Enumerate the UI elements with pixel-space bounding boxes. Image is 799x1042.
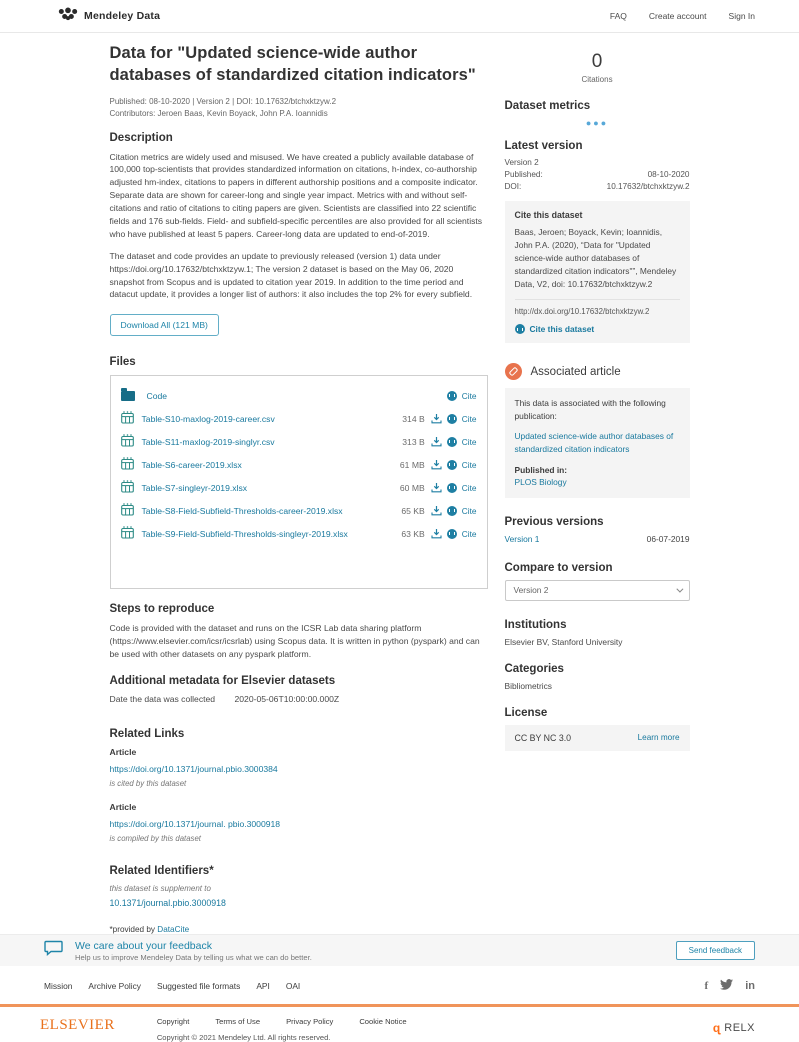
file-size: 60 MB	[399, 482, 425, 493]
brand-name: Mendeley Data	[84, 10, 161, 22]
social-links	[705, 977, 755, 995]
datacite-link[interactable]: DataCite	[157, 925, 190, 934]
cite-icon[interactable]	[447, 483, 457, 493]
associated-article-title: Associated article	[530, 365, 621, 378]
institutions-heading: Institutions	[504, 618, 567, 631]
doi-row	[505, 182, 690, 191]
published-label: Published:	[504, 170, 543, 179]
related-link-relation: is compiled by this dataset	[109, 834, 201, 843]
compare-selected-value: Version 2	[513, 585, 549, 596]
categories-value: Bibliometrics	[504, 680, 552, 691]
mendeley-logo[interactable]	[58, 7, 160, 26]
spreadsheet-icon	[121, 457, 134, 472]
download-icon[interactable]	[431, 505, 442, 516]
citation-text: Baas, Jeroen; Boyack, Kevin; Ioannidis, John P.A. (2020), “Data for "Updated science-wide author databases of standardized citation indicators"”, Mendeley Data, V2, doi: 10.17632/btchxktzyw.2	[514, 227, 677, 290]
doi-label: DOI:	[504, 182, 522, 191]
download-icon[interactable]	[431, 436, 442, 447]
related-link-type: Article	[109, 747, 137, 757]
related-link-item	[110, 747, 488, 788]
footer-nav	[44, 981, 300, 991]
download-icon[interactable]	[431, 482, 442, 493]
institutions-value: Elsevier BV, Stanford University	[504, 636, 623, 647]
footer-cookie-link[interactable]: Cookie Notice	[359, 1017, 407, 1026]
steps-text: Code is provided with the dataset and runs on the ICSR Lab data sharing platform (https://www.elsevier.com/icsr/icsrlab) using Scopus data. It is written in python (pyspark) and can be used with other datasets on any pyspark platform.	[109, 623, 480, 660]
relx-icon: ɋ	[712, 1021, 721, 1035]
associated-intro: This data is associated with the following publication:	[514, 398, 666, 421]
previous-versions-heading: Previous versions	[504, 515, 604, 528]
download-icon[interactable]	[431, 459, 442, 470]
cite-this-dataset-label[interactable]: Cite this dataset	[529, 324, 595, 335]
files-heading: Files	[109, 356, 136, 369]
cite-icon[interactable]	[447, 437, 457, 447]
header-nav	[610, 11, 755, 21]
file-size: 65 KB	[401, 505, 425, 516]
steps-heading: Steps to reproduce	[109, 603, 215, 616]
top-header	[0, 0, 799, 33]
footer-copyright-link[interactable]: Copyright	[156, 1017, 190, 1026]
identifier-relation: this dataset is supplement to	[109, 884, 211, 893]
citations-count: 0	[591, 51, 603, 72]
spreadsheet-icon	[121, 480, 134, 495]
footer-nav-suggested-file-formats[interactable]: Suggested file formats	[156, 981, 241, 991]
provided-by-prefix: *provided by	[109, 925, 158, 934]
cite-icon[interactable]	[447, 506, 457, 516]
footer-links	[157, 1017, 713, 1026]
citations-label: Citations	[581, 75, 613, 84]
file-name[interactable]: Table-S9-Field-Subfield-Thresholds-singleyr-2019.xlsx	[141, 528, 348, 539]
additional-metadata-heading: Additional metadata for Elsevier datasets	[109, 675, 336, 687]
relx-text: RELX	[724, 1022, 755, 1034]
folder-icon	[121, 391, 135, 401]
footer-privacy-link[interactable]: Privacy Policy	[286, 1017, 334, 1026]
download-icon[interactable]	[431, 413, 442, 424]
footer-terms-link[interactable]: Terms of Use	[215, 1017, 261, 1026]
footer	[0, 966, 799, 1042]
related-links-heading: Related Links	[109, 728, 185, 740]
description-paragraph-2: The dataset and code provides an update to previously released (version 1) data under https://doi.org/10.17632/btchxktzyw.1; The version 2 dataset is based on the May 06, 2020 snapshot from Scopus and is updated to citation year 2019. In addition to the time period and datacut update, it provides a longer list of authors: it also includes the top 2% for every subfield.	[109, 250, 473, 300]
feedback-title: We care about your feedback	[75, 939, 212, 952]
file-size: 314 B	[402, 413, 425, 424]
spreadsheet-icon	[121, 411, 134, 426]
copyright-text: Copyright © 2021 Mendeley Ltd. All rights reserved.	[156, 1033, 331, 1042]
nav-faq[interactable]: FAQ	[609, 11, 627, 21]
spreadsheet-icon	[121, 503, 134, 518]
metadata-row	[110, 694, 488, 704]
provided-by	[110, 925, 488, 934]
version-row	[505, 158, 690, 167]
page-title: Data for "Updated science-wide author databases of standardized citation indicators"	[109, 44, 476, 84]
mendeley-logo-icon	[58, 7, 78, 26]
footer-nav-archive-policy[interactable]: Archive Policy	[88, 981, 141, 991]
version-value: Version 2	[504, 158, 539, 167]
cite-link[interactable]: Cite	[461, 528, 477, 539]
file-row	[121, 430, 477, 453]
facebook-icon[interactable]: f	[704, 979, 709, 992]
related-link-item	[110, 802, 488, 843]
related-link-type: Article	[109, 802, 137, 812]
feedback-bar	[0, 934, 799, 966]
version-1-date: 06-07-2019	[646, 533, 690, 544]
footer-links-block	[157, 1017, 713, 1042]
license-heading: License	[504, 706, 548, 719]
feedback-text	[75, 940, 664, 962]
associated-article-box	[505, 388, 690, 498]
published-row	[505, 170, 690, 179]
file-size: 61 MB	[399, 459, 425, 470]
footer-nav-row	[0, 966, 799, 1004]
sidebar	[505, 43, 690, 934]
cite-link[interactable]: Cite	[461, 505, 477, 516]
speech-bubble-icon	[44, 940, 63, 961]
related-link-relation: is cited by this dataset	[109, 779, 187, 788]
footer-nav-oai[interactable]: OAI	[285, 981, 301, 991]
citations-counter	[505, 51, 690, 84]
description-heading: Description	[109, 131, 173, 144]
published-date: 08-10-2020	[647, 170, 690, 179]
license-box	[505, 725, 690, 751]
related-link-url[interactable]: https://doi.org/10.1371/journal.pbio.3000384	[109, 764, 278, 774]
previous-version-row	[505, 534, 690, 544]
file-row	[121, 522, 477, 545]
file-row	[121, 476, 477, 499]
footer-nav-api[interactable]: API	[256, 981, 270, 991]
file-name[interactable]: Table-S8-Field-Subfield-Thresholds-career-2019.xlsx	[141, 505, 343, 516]
description-paragraph-1: Citation metrics are widely used and misused. We have created a publicly available database of 100,000 top-scientists that provides standardized information on citations, h-index, co-authorship adjusted hm-index, citations to papers in different authorship positions and a composite indicator. Separate data are shown for career-long and single year impact. Metrics with and without self-citations and ratio of citations to citing papers are given. Scientists are classified into 22 scientific fields and 176 sub-fields. Field- and subfield-specific percentiles are also provided for all scientists who have published at least 5 papers. Career-long data are updated to end-of-2019.	[109, 151, 483, 239]
feedback-subtitle: Help us to improve Mendeley Data by telling us what we can do better.	[75, 952, 312, 962]
linkedin-icon[interactable]: in	[745, 979, 755, 992]
journal-link[interactable]: PLOS Biology	[514, 477, 567, 488]
footer-bottom	[0, 1007, 799, 1042]
file-name[interactable]: Table-S10-maxlog-2019-career.csv	[141, 413, 275, 424]
file-size: 63 KB	[401, 528, 425, 539]
license-learn-more-link[interactable]: Learn more	[637, 733, 680, 743]
elsevier-logo[interactable]: ELSEVIER	[40, 1017, 115, 1033]
cite-icon[interactable]	[447, 529, 457, 539]
twitter-icon[interactable]	[720, 977, 733, 995]
associated-article-heading	[505, 363, 690, 380]
metadata-value: 2020-05-06T10:00:00.000Z	[234, 694, 340, 704]
cite-link[interactable]: Cite	[461, 482, 477, 493]
dataset-meta: Published: 08-10-2020 | Version 2 | DOI: 10.17632/btchxktzyw.2	[109, 96, 337, 106]
dataset-metrics-heading: Dataset metrics	[504, 100, 591, 112]
metrics-loading-icon: ●●●	[585, 118, 609, 128]
download-icon[interactable]	[431, 528, 442, 539]
cite-link[interactable]: Cite	[461, 413, 477, 424]
main-column	[110, 43, 488, 934]
compare-heading: Compare to version	[504, 561, 613, 574]
latest-version-heading: Latest version	[504, 140, 583, 152]
folder-row	[121, 384, 477, 407]
cite-icon[interactable]	[447, 414, 457, 424]
cite-icon[interactable]	[447, 460, 457, 470]
cite-icon[interactable]	[447, 391, 457, 401]
related-identifiers-heading: Related Identifiers*	[109, 865, 214, 877]
cite-this-dataset-box	[505, 201, 690, 343]
doi-url: http://dx.doi.org/10.17632/btchxktzyw.2	[515, 299, 680, 316]
cite-link[interactable]: Cite	[461, 390, 477, 401]
files-box	[110, 375, 488, 589]
file-size: 313 B	[402, 436, 425, 447]
chevron-down-icon	[676, 585, 683, 592]
download-all-button[interactable]: Download All (121 MB)	[110, 314, 219, 336]
file-name[interactable]: Table-S11-maxlog-2019-singlyr.csv	[141, 436, 275, 447]
cite-icon	[515, 324, 525, 334]
metadata-label: Date the data was collected	[109, 694, 216, 704]
doi-value: 10.17632/btchxktzyw.2	[606, 182, 690, 191]
file-row	[121, 407, 477, 430]
paperclip-icon	[505, 363, 522, 380]
file-row	[121, 499, 477, 522]
version-1-link[interactable]: Version 1	[504, 533, 540, 544]
spreadsheet-icon	[121, 434, 134, 449]
contributors: Contributors: Jeroen Baas, Kevin Boyack, John P.A. Ioannidis	[109, 108, 328, 118]
file-name[interactable]: Table-S7-singleyr-2019.xlsx	[141, 482, 248, 493]
file-row	[121, 453, 477, 476]
published-in-label: Published in:	[514, 464, 568, 475]
cite-link[interactable]: Cite	[461, 459, 477, 470]
spreadsheet-icon	[121, 526, 134, 541]
identifier-link[interactable]: 10.1371/journal.pbio.3000918	[109, 898, 226, 908]
file-name[interactable]: Table-S6-career-2019.xlsx	[141, 459, 242, 470]
send-feedback-button[interactable]: Send feedback	[676, 941, 755, 960]
cite-this-dataset-link[interactable]	[515, 324, 680, 334]
footer-nav-mission[interactable]: Mission	[44, 981, 73, 991]
cite-box-heading: Cite this dataset	[514, 210, 583, 220]
compare-version-select[interactable]	[505, 580, 690, 601]
cite-link[interactable]: Cite	[461, 436, 477, 447]
associated-article-link[interactable]: Updated science-wide author databases of standardized citation indicators	[514, 431, 674, 454]
license-name: CC BY NC 3.0	[514, 732, 572, 743]
categories-heading: Categories	[504, 662, 564, 675]
folder-name[interactable]: Code	[146, 390, 168, 401]
nav-create-account[interactable]: Create account	[648, 11, 707, 21]
relx-logo[interactable]	[713, 1021, 755, 1035]
nav-sign-in[interactable]: Sign In	[728, 11, 755, 21]
content	[110, 43, 690, 934]
related-link-url[interactable]: https://doi.org/10.1371/journal. pbio.3000918	[109, 819, 281, 829]
